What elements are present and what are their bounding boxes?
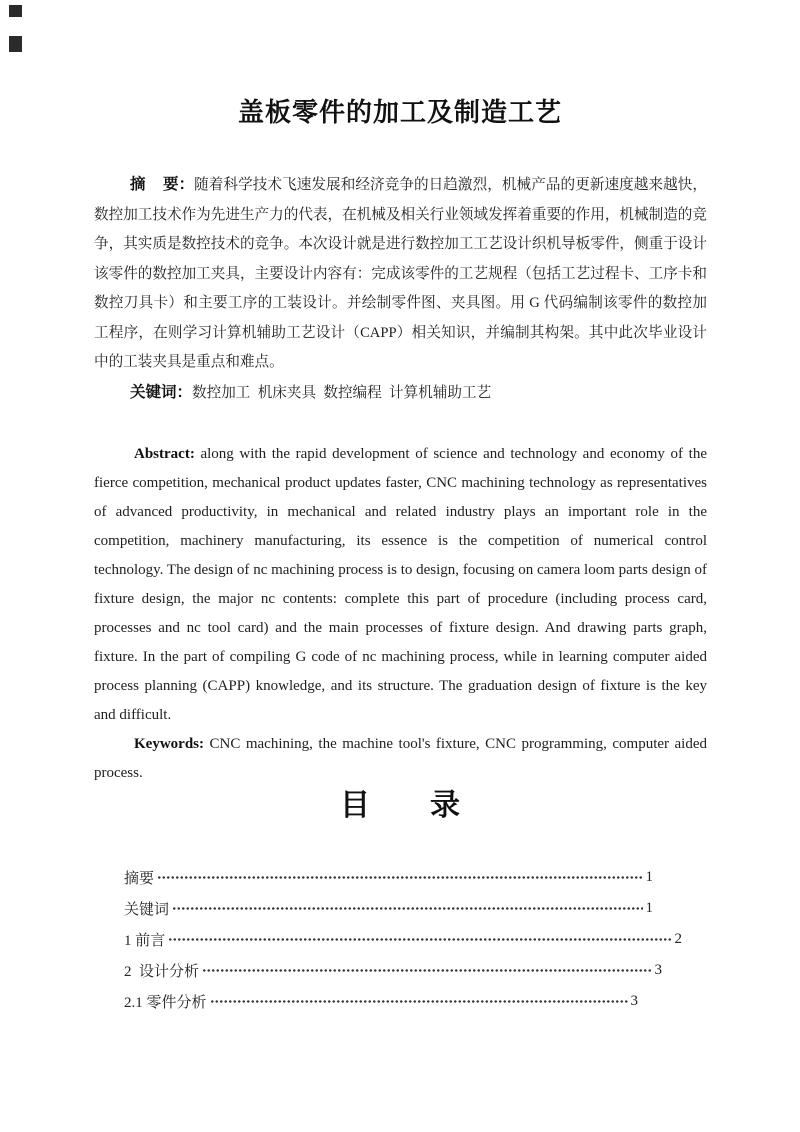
keywords-en-paragraph <box>94 730 707 788</box>
toc-label: 2 设计分析 <box>124 964 200 980</box>
toc-page-number: 2 <box>674 931 682 947</box>
abstract-en-section <box>94 440 707 788</box>
toc-label: 关键词 <box>124 902 170 918</box>
toc-row-foreword <box>124 924 682 955</box>
keywords-en-label: Keywords: <box>134 736 204 752</box>
toc-dot-leader <box>210 986 628 1017</box>
toc-page-number: 1 <box>645 869 653 885</box>
toc-dot-leader <box>168 924 671 955</box>
toc-page-number: 3 <box>654 962 662 978</box>
abstract-en-paragraph <box>94 440 707 730</box>
corner-mark-top <box>9 5 22 17</box>
toc-row-part-analysis <box>124 986 638 1017</box>
keywords-zh-text: 数控加工 机床夹具 数控编程 计算机辅助工艺 <box>192 384 492 401</box>
toc-dot-leader <box>202 955 651 986</box>
toc-heading: 目 录 <box>340 789 460 822</box>
toc-dot-leader <box>157 862 642 893</box>
toc-row-abstract <box>124 862 653 893</box>
abstract-zh-section <box>94 170 707 408</box>
corner-mark-bottom <box>9 36 22 52</box>
toc-page-number: 3 <box>630 993 638 1009</box>
abstract-zh-paragraph <box>94 170 707 378</box>
keywords-zh-label: 关键词： <box>130 383 193 401</box>
abstract-zh-label: 摘 要： <box>130 176 195 193</box>
keywords-en-text: CNC machining, the machine tool's fixture, CNC programming, computer aided process. <box>94 736 707 781</box>
abstract-en-text: along with the rapid development of science and technology and economy of the fierce competition, mechanical product updates faster, CNC machining technology as representatives of advanced productivity, in mechanical and related industry plays an important role in the competition, machinery manufacturing, its essence is the competition of numerical control technology. The design of nc machining process is to design, focusing on camera loom parts design of fixture design, the major nc contents: complete this part of procedure (including process card, processes and nc tool card) and the main processes of fixture design. And drawing parts graph, fixture. In the part of compiling G code of nc machining process, while in learning computer aided process planning (CAPP) knowledge, and its structure. The graduation design of fixture is the key and difficult. <box>94 446 707 723</box>
toc-page-number: 1 <box>645 900 653 916</box>
abstract-zh-text: 随着科学技术飞速发展和经济竞争的日趋激烈，机械产品的更新速度越来越快，数控加工技术作为先进生产力的代表，在机械及相关行业领域发挥着重要的作用，机械制造的竞争，其实质是数控技术的竞争。本次设计就是进行数控加工工艺设计织机导板零件，侧重于设计该零件的数控加工夹具，主要设计内容有：完成该零件的工艺规程（包括工艺过程卡、工序卡和数控刀具卡）和主要工序的工装设计。并绘制零件图、夹具图。用 G 代码编制该零件的数控加工程序，在则学习计算机辅助工艺设计（CAPP）相关知识，并编制其构架。其中此次毕业设计中的工装夹具是重点和难点。 <box>94 177 707 370</box>
toc-dot-leader <box>172 893 642 924</box>
toc-row-design-analysis <box>124 955 662 986</box>
toc-label: 2.1 零件分析 <box>124 995 207 1011</box>
toc-label: 1 前言 <box>124 933 166 949</box>
document-title: 盖板零件的加工及制造工艺 <box>237 97 562 127</box>
abstract-en-label: Abstract: <box>134 446 195 462</box>
toc-row-keywords <box>124 893 653 924</box>
table-of-contents <box>124 862 682 1017</box>
keywords-zh-paragraph <box>94 378 707 409</box>
toc-label: 摘要 <box>124 871 155 887</box>
